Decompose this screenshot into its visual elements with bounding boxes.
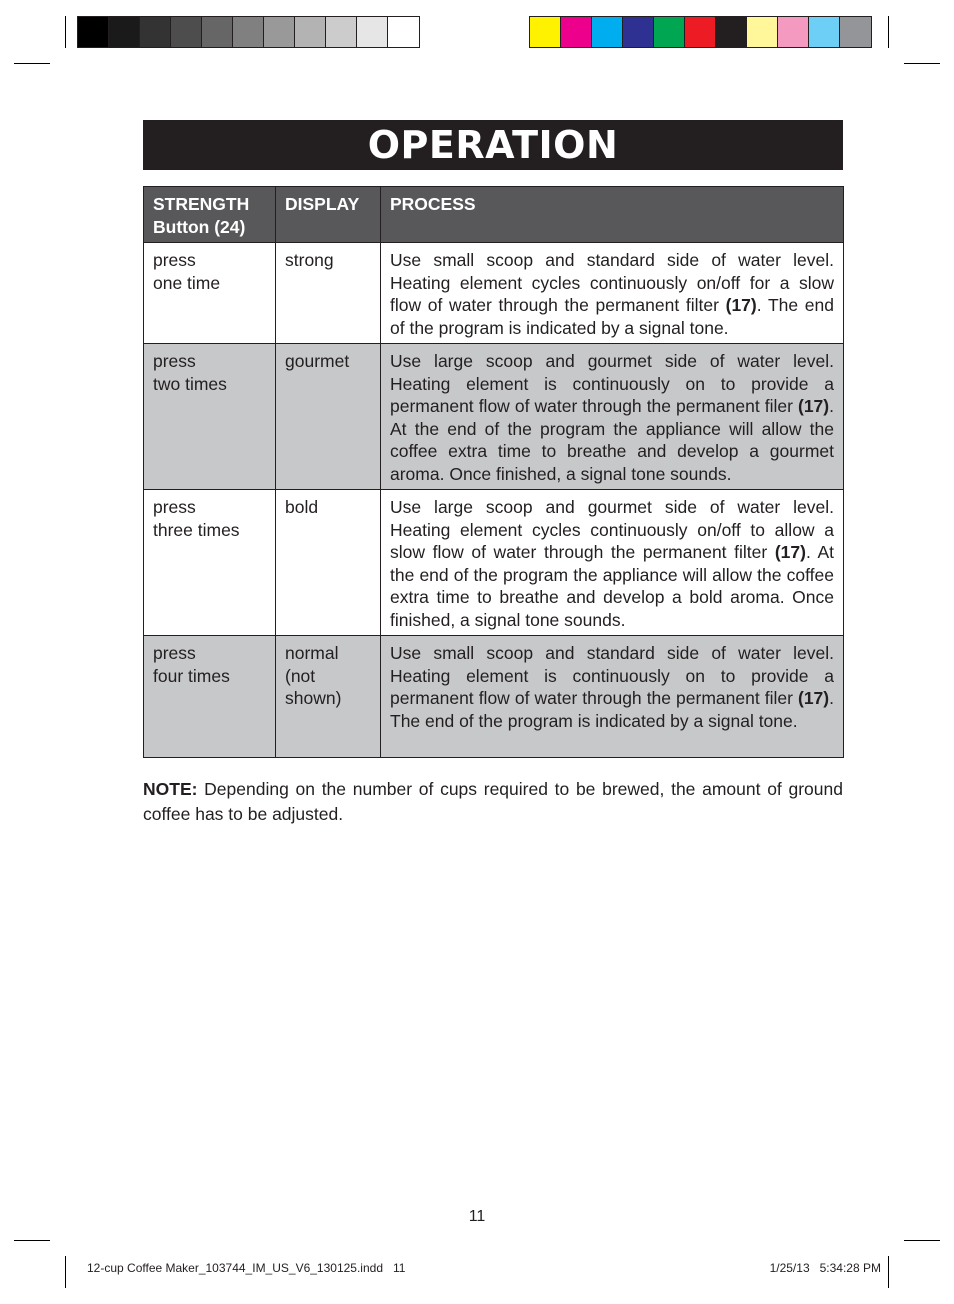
strength-cell: [144, 344, 276, 490]
part-reference: (17): [725, 295, 757, 315]
color-swatch: [171, 17, 202, 47]
color-swatch: [747, 17, 778, 47]
table-row: [144, 344, 844, 490]
color-swatch: [778, 17, 809, 47]
color-swatch: [109, 17, 140, 47]
display-text: shown): [285, 688, 342, 708]
display-cell: [276, 344, 381, 490]
display-text: normal: [285, 643, 339, 663]
crop-mark: [14, 1240, 50, 1241]
page-title: OPERATION: [367, 123, 619, 167]
color-swatch: [654, 17, 685, 47]
strength-cell: [144, 636, 276, 758]
table-row: [144, 243, 844, 344]
color-swatch: [592, 17, 623, 47]
strength-text: press: [153, 497, 196, 517]
strength-text: press: [153, 643, 196, 663]
color-swatch: [295, 17, 326, 47]
crop-mark: [14, 63, 50, 64]
process-cell: [381, 636, 844, 758]
color-swatch: [140, 17, 171, 47]
display-cell: [276, 243, 381, 344]
strength-text: press: [153, 250, 196, 270]
color-swatch: [623, 17, 654, 47]
process-text: Use large scoop and gourmet side of water level. Heating element cycles continuously on/off to allow a slow flow of water through the permanent filter: [390, 497, 834, 562]
table-row: [144, 636, 844, 758]
process-cell: [381, 243, 844, 344]
color-swatch: [685, 17, 716, 47]
process-cell: [381, 490, 844, 636]
color-swatch: [840, 17, 871, 47]
process-text: Use large scoop and gourmet side of water level. Heating element is continuously on to provide a permanent flow of water through the permanent filer: [390, 351, 834, 416]
process-cell: [381, 344, 844, 490]
table-header-row: [144, 187, 844, 243]
part-reference: (17): [798, 396, 830, 416]
process-text: Use small scoop and standard side of water level. Heating element cycles continuously on/off for a slow flow of water through the permanent filter: [390, 250, 834, 315]
color-swatch: [264, 17, 295, 47]
display-header: DISPLAY: [276, 187, 381, 243]
title-bar: [143, 120, 843, 170]
color-swatch: [202, 17, 233, 47]
strength-cell: [144, 243, 276, 344]
color-swatch: [716, 17, 747, 47]
color-bar: [529, 16, 872, 48]
footer-file-info: 12-cup Coffee Maker_103744_IM_US_V6_130125.indd 11: [87, 1261, 406, 1275]
strength-text: three times: [153, 519, 240, 540]
note-paragraph: [143, 777, 843, 827]
color-swatch: [388, 17, 419, 47]
color-swatch: [530, 17, 561, 47]
strength-cell: [144, 490, 276, 636]
crop-mark: [65, 1256, 66, 1288]
strength-text: press: [153, 351, 196, 371]
footer-timestamp: 1/25/13 5:34:28 PM: [769, 1261, 881, 1275]
display-text: strong: [285, 250, 334, 270]
page-number: 11: [468, 1208, 486, 1225]
strength-header-line2: Button (24): [153, 216, 246, 237]
crop-mark: [904, 1240, 940, 1241]
crop-mark: [904, 63, 940, 64]
process-text: . At the end of the program the appliance will allow the coffee extra time to breathe and develop a bold aroma. Once finished, a signal tone sounds.: [390, 542, 834, 630]
strength-header-line1: STRENGTH: [153, 194, 250, 214]
part-reference: (17): [798, 688, 830, 708]
color-swatch: [357, 17, 388, 47]
color-swatch: [78, 17, 109, 47]
note-text: Depending on the number of cups required to be brewed, the amount of ground coffee has to be adjusted.: [143, 779, 843, 824]
process-text: . At the end of the program the appliance will allow the coffee extra time to breathe and develop a gourmet aroma. Once finished, a signal tone sounds.: [390, 396, 834, 484]
note-label: NOTE:: [143, 779, 198, 799]
process-text: . The end of the program is indicated by a signal tone.: [390, 688, 834, 731]
part-reference: (17): [774, 542, 806, 562]
strength-text: one time: [153, 272, 221, 293]
strength-text: four times: [153, 665, 230, 686]
strength-text: two times: [153, 373, 227, 394]
color-swatch: [561, 17, 592, 47]
crop-mark: [888, 1256, 889, 1288]
display-text: bold: [285, 497, 319, 517]
color-swatch: [809, 17, 840, 47]
strength-header: [144, 187, 276, 243]
display-text: (not: [285, 665, 316, 686]
display-cell: [276, 636, 381, 758]
operation-table: [143, 186, 844, 758]
table-row: [144, 490, 844, 636]
display-text: gourmet: [285, 351, 350, 371]
crop-mark: [65, 16, 66, 48]
color-swatch: [326, 17, 357, 47]
process-text: Use small scoop and standard side of water level. Heating element is continuously on to provide a permanent flow of water through the permanent filer: [390, 643, 834, 708]
crop-mark: [888, 16, 889, 48]
display-cell: [276, 490, 381, 636]
process-header: PROCESS: [381, 187, 844, 243]
color-swatch: [233, 17, 264, 47]
grayscale-bar: [77, 16, 420, 48]
process-text: . The end of the program is indicated by a signal tone.: [390, 295, 834, 338]
